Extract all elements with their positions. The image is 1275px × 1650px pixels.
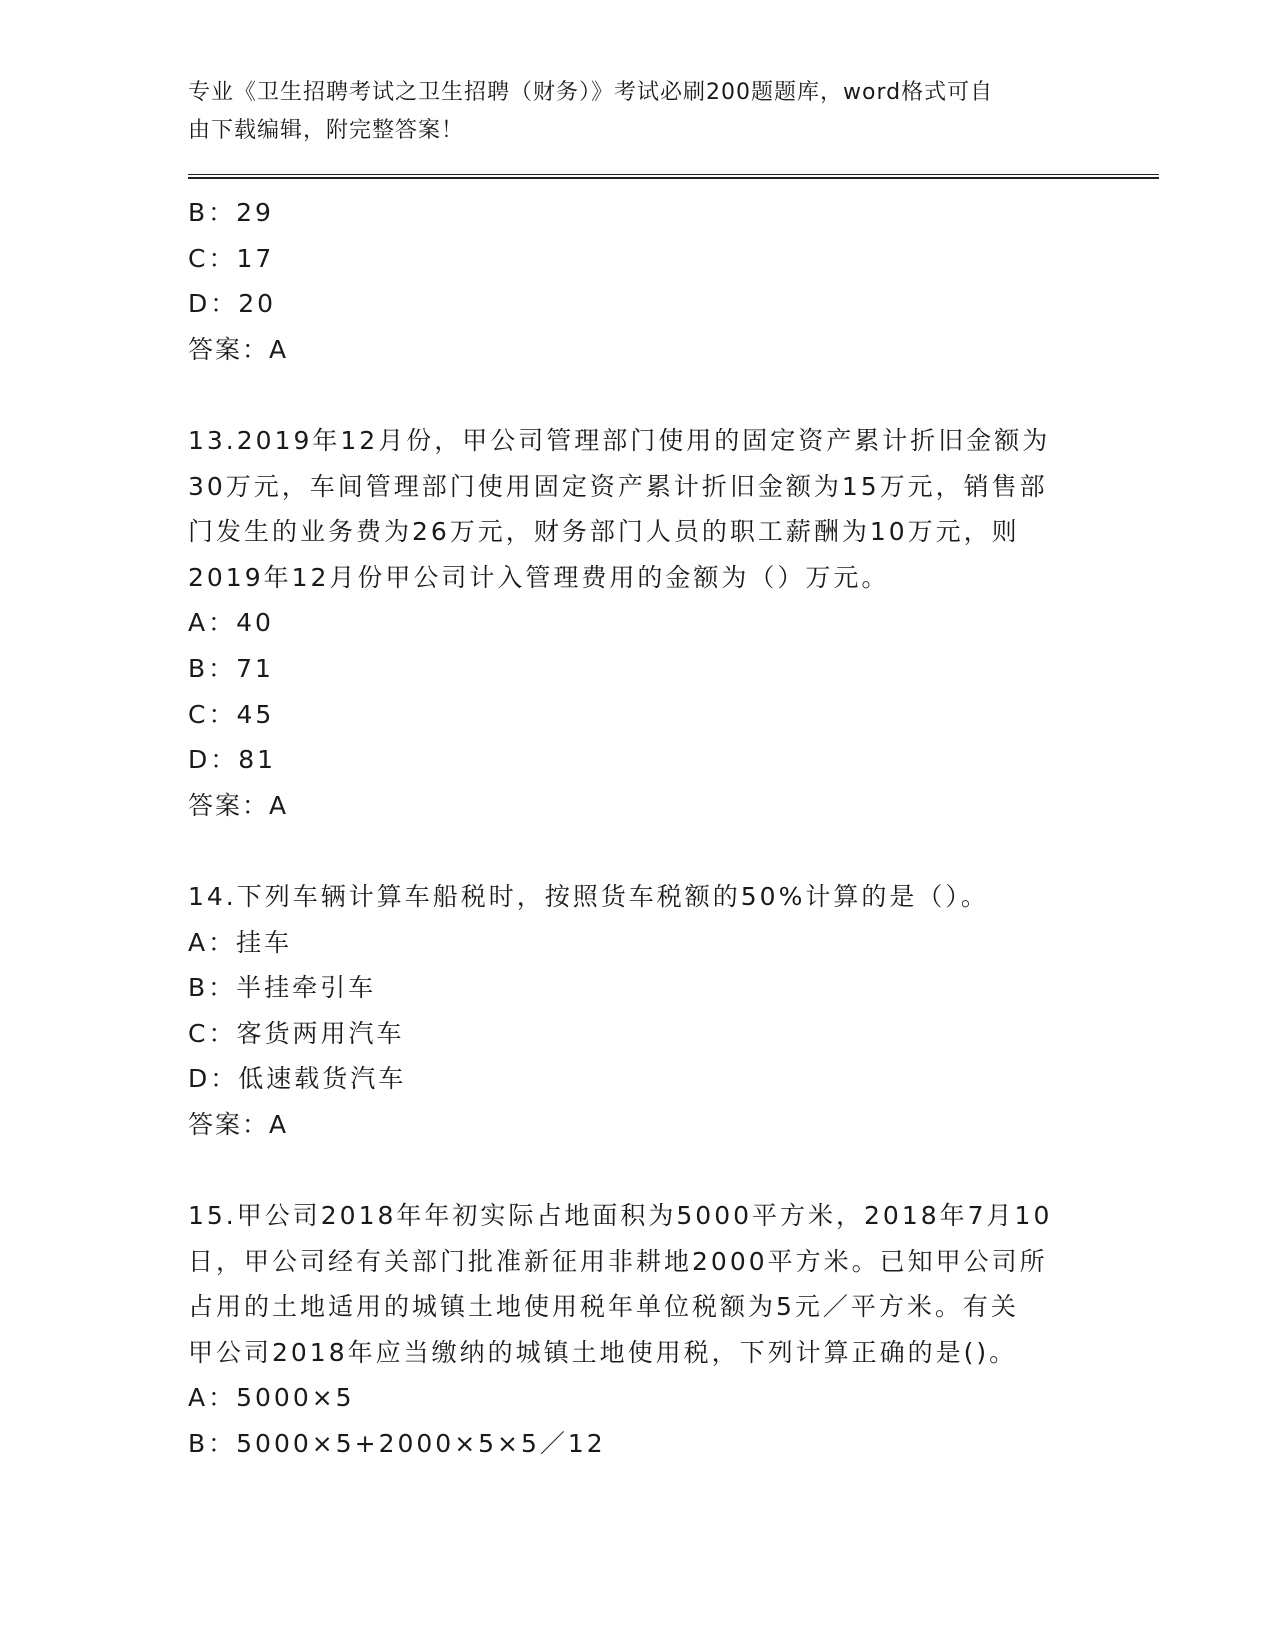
option-d: D：81 — [188, 745, 277, 775]
option-b: B：半挂牵引车 — [188, 973, 377, 1003]
question-spacer — [188, 828, 1088, 874]
document-body — [188, 190, 1088, 1467]
option-c: C：45 — [188, 699, 275, 729]
question-stem-line: 门发生的业务费为26万元，财务部门人员的职工薪酬为10万元，则 — [188, 517, 1020, 547]
option-d: D：20 — [188, 289, 277, 319]
question-stem-line: 占用的土地适用的城镇土地使用税年单位税额为5元／平方米。有关 — [188, 1292, 1019, 1322]
question-spacer — [188, 372, 1088, 418]
question-stem-line: 2019年12月份甲公司计入管理费用的金额为（）万元。 — [188, 562, 890, 592]
question-14 — [188, 874, 1088, 1148]
question-stem-line: 14.下列车辆计算车船税时，按照货车税额的50%计算的是（）。 — [188, 881, 989, 911]
option-a: A：5000×5 — [188, 1383, 355, 1413]
option-b: B：5000×5+2000×5×5／12 — [188, 1429, 606, 1459]
answer-line: 答案：A — [188, 1109, 289, 1139]
option-b: B：29 — [188, 198, 274, 227]
header-line-1: 专业《卫生招聘考试之卫生招聘（财务）》考试必刷200题题库，word格式可自 — [188, 80, 994, 105]
question-12-continued — [188, 190, 1088, 372]
question-stem-line: 日，甲公司经有关部门批准新征用非耕地2000平方米。已知甲公司所 — [188, 1246, 1048, 1276]
header-divider — [188, 174, 1159, 179]
question-stem-line: 15.甲公司2018年年初实际占地面积为5000平方米，2018年7月10 — [188, 1201, 1053, 1231]
option-a: A：40 — [188, 608, 274, 638]
answer-line: 答案：A — [188, 334, 289, 364]
question-15 — [188, 1193, 1088, 1467]
question-stem-line: 甲公司2018年应当缴纳的城镇土地使用税，下列计算正确的是()。 — [188, 1337, 1018, 1367]
answer-line: 答案：A — [188, 790, 289, 820]
option-d: D：低速载货汽车 — [188, 1064, 407, 1094]
question-stem-line: 30万元，车间管理部门使用固定资产累计折旧金额为15万元，销售部 — [188, 471, 1048, 501]
option-c: C：17 — [188, 243, 275, 273]
page-header — [188, 74, 1078, 150]
option-b: B：71 — [188, 653, 274, 683]
question-13 — [188, 418, 1088, 828]
option-c: C：客货两用汽车 — [188, 1018, 405, 1048]
option-a: A：挂车 — [188, 927, 293, 957]
question-spacer — [188, 1147, 1088, 1193]
question-stem-line: 13.2019年12月份，甲公司管理部门使用的固定资产累计折旧金额为 — [188, 425, 1051, 455]
header-line-2: 由下载编辑，附完整答案！ — [188, 118, 465, 143]
